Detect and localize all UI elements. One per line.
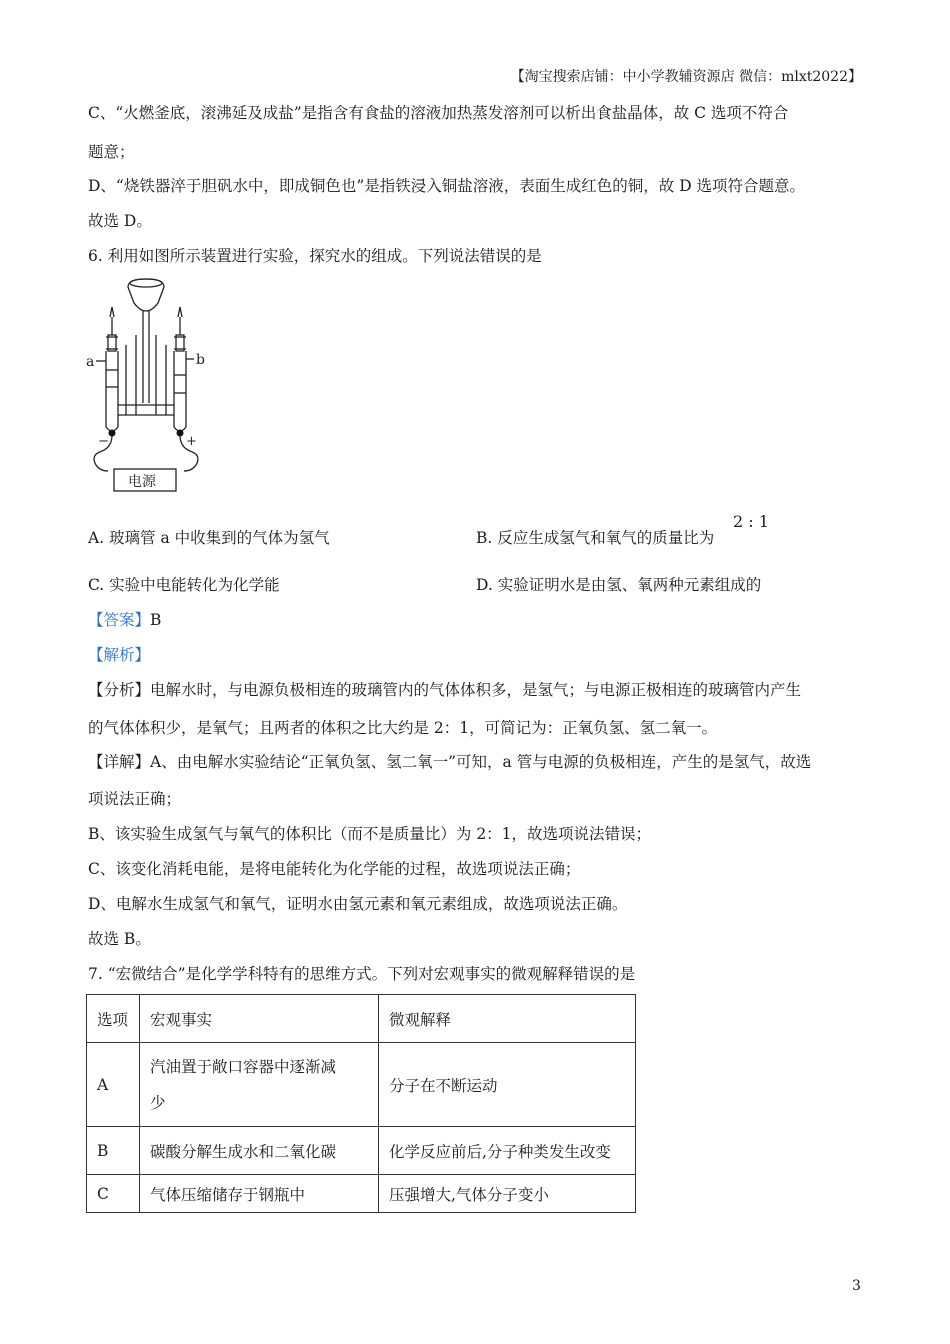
page-header: 【淘宝搜索店铺：中小学教辅资源店 微信：mlxt2022】 [510, 69, 862, 85]
table-header-cell: 微观解释 [379, 995, 636, 1043]
fact-line: 少 [150, 1093, 166, 1112]
table-cell-option: B [87, 1127, 140, 1175]
option-c-explanation: C、“火燃釜底，滚沸延及成盐”是指含有食盐的溶液加热蒸发溶剂可以析出食盐晶体，故 C 选项不符合 [88, 104, 789, 122]
conclusion-d: 故选 D。 [88, 212, 152, 230]
option-d: D. 实验证明水是由氢、氧两种元素组成的 [476, 576, 762, 594]
table-header-row [87, 995, 636, 1043]
tube-label-a: a [86, 354, 95, 370]
question-6-stem: 6. 利用如图所示装置进行实验，探究水的组成。下列说法错误的是 [88, 247, 542, 265]
detail-d: D、电解水生成氢气和氧气，证明水由氢元素和氧元素组成，故选项说法正确。 [88, 895, 628, 913]
page-number: 3 [852, 1278, 861, 1294]
table-header-cell: 选项 [87, 995, 140, 1043]
option-b-ratio: 2 : 1 [733, 512, 769, 531]
power-source-label: 电源 [128, 474, 156, 490]
answer-value: B [150, 611, 162, 629]
option-c-explanation-cont: 题意； [88, 143, 135, 161]
analysis-tag: 【解析】 [88, 646, 151, 664]
negative-electrode-label: − [98, 434, 109, 449]
table-cell-fact: 气体压缩储存于钢瓶中 [140, 1175, 379, 1213]
option-c: C. 实验中电能转化为化学能 [88, 576, 280, 594]
detail-paragraph [88, 750, 811, 772]
analysis-text-1: 电解水时，与电源负极相连的玻璃管内的气体体积多，是氢气；与电源正极相连的玻璃管内产生 [150, 681, 802, 699]
positive-electrode-label: + [186, 434, 197, 449]
electrolysis-apparatus-diagram [86, 275, 208, 495]
detail-text-1: A、由电解水实验结论“正氧负氢、氢二氧一”可知，a 管与电源的负极相连，产生的是氢气，故选 [150, 753, 812, 771]
option-d-explanation: D、“烧铁器淬于胆矾水中，即成铜色也”是指铁浸入铜盐溶液，表面生成红色的铜，故 D 选项符合题意。 [88, 177, 806, 195]
xiangjie-tag: 【详解】 [88, 753, 151, 771]
table-cell-option: A [87, 1043, 140, 1127]
answer-tag: 【答案】 [88, 611, 151, 629]
detail-text-2: 项说法正确； [88, 790, 182, 808]
question-7-stem: 7. “宏微结合”是化学学科特有的思维方式。下列对宏观事实的微观解释错误的是 [88, 965, 636, 983]
fenxi-tag: 【分析】 [88, 681, 151, 699]
table-header-cell: 宏观事实 [140, 995, 379, 1043]
table-row [87, 1175, 636, 1213]
table-row [87, 1127, 636, 1175]
table-cell-option: C [87, 1175, 140, 1213]
analysis-text-2: 的气体体积少，是氧气；且两者的体积之比大约是 2：1，可简记为：正氧负氢、氢二氧一。 [88, 719, 718, 737]
analysis-paragraph [88, 678, 801, 700]
tube-label-b: b [196, 352, 205, 368]
fact-line: 汽油置于敞口容器中逐渐减 [150, 1057, 337, 1076]
table-cell-fact [140, 1043, 379, 1127]
table-cell-fact: 碳酸分解生成水和二氧化碳 [140, 1127, 379, 1175]
answer-line [88, 608, 161, 630]
detail-c: C、该变化消耗电能，是将电能转化为化学能的过程，故选项说法正确； [88, 860, 581, 878]
conclusion-b: 故选 B。 [88, 930, 151, 948]
table-cell-explain: 分子在不断运动 [379, 1043, 636, 1127]
question-7-table [86, 994, 636, 1213]
table-row [87, 1043, 636, 1127]
table-cell-explain: 化学反应前后,分子种类发生改变 [379, 1127, 636, 1175]
option-b: B. 反应生成氢气和氧气的质量比为 [476, 529, 715, 547]
detail-b: B、该实验生成氢气与氧气的体积比（而不是质量比）为 2：1，故选项说法错误； [88, 825, 652, 843]
option-a: A. 玻璃管 a 中收集到的气体为氢气 [88, 529, 330, 547]
table-cell-explain: 压强增大,气体分子变小 [379, 1175, 636, 1213]
